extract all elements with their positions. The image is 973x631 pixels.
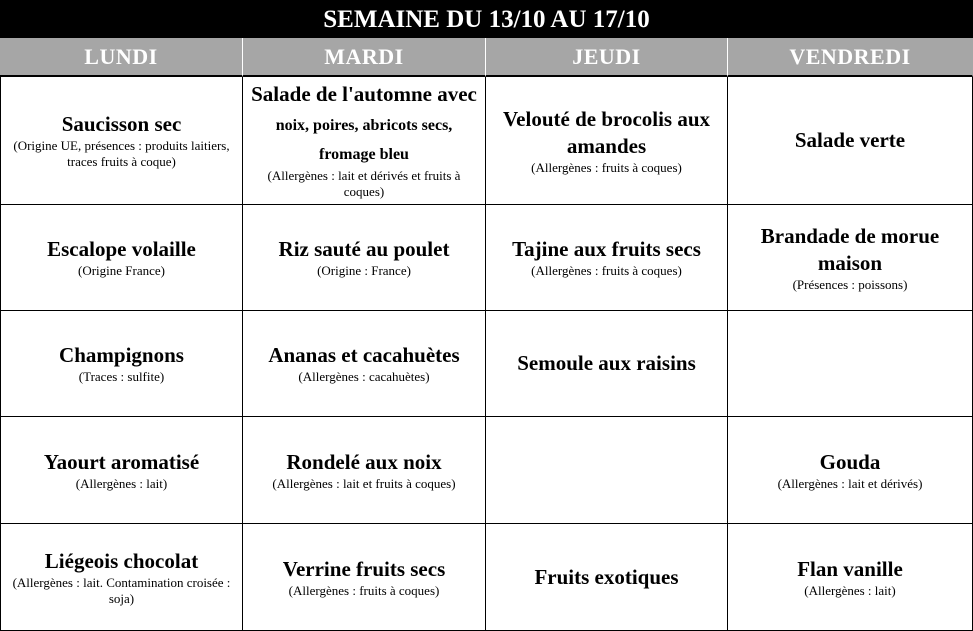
menu-title: SEMAINE DU 13/10 AU 17/10 — [0, 0, 973, 38]
menu-cell — [0, 205, 243, 311]
menu-cell — [728, 205, 973, 311]
dish-name: Rondelé aux noix — [286, 449, 442, 474]
dish-name: Velouté de brocolis aux amandes — [502, 106, 711, 158]
menu-cell-empty — [486, 417, 728, 524]
dish-note: (Allergènes : lait et dérivés et fruits à coques) — [267, 168, 461, 199]
menu-cell — [0, 524, 243, 631]
dish-note: (Traces : sulfite) — [78, 369, 165, 384]
menu-cell — [0, 311, 243, 417]
menu-cell — [728, 524, 973, 631]
dish-name: Gouda — [819, 449, 881, 474]
dish-name: Saucisson sec — [61, 112, 182, 136]
menu-cell — [243, 417, 486, 524]
menu-cell — [728, 417, 973, 524]
dish-name — [251, 81, 477, 168]
menu-cell — [243, 77, 486, 205]
dish-name: Fruits exotiques — [534, 564, 679, 589]
dish-note: (Allergènes : lait et dérivés) — [777, 475, 923, 491]
dish-name: Riz sauté au poulet — [278, 237, 450, 261]
menu-cell — [486, 524, 728, 631]
dish-note: (Allergènes : fruits à coques) — [288, 582, 440, 598]
dish-name: Escalope volaille — [47, 237, 196, 261]
dish-name: Flan vanille — [797, 556, 903, 581]
dish-name: Brandade de morue maison — [760, 223, 940, 275]
dish-note: (Allergènes : lait. Contamination croisée : soja) — [12, 574, 231, 606]
dish-note: (Allergènes : lait) — [75, 475, 168, 491]
day-header-vendredi: VENDREDI — [728, 38, 973, 77]
dish-note: (Allergènes : fruits à coques) — [531, 159, 682, 175]
dish-note: (Allergènes : lait) — [804, 582, 896, 598]
menu-cell — [243, 205, 486, 311]
dish-note: (Allergènes : cacahuètes) — [298, 369, 430, 384]
menu-cell — [243, 524, 486, 631]
day-header-jeudi: JEUDI — [486, 38, 728, 77]
dish-note: (Présences : poissons) — [792, 276, 908, 292]
dish-name: Verrine fruits secs — [282, 556, 446, 581]
dish-name: Tajine aux fruits secs — [512, 237, 701, 261]
menu-cell — [728, 77, 973, 205]
dish-note: (Origine UE, présences : produits laitiers, traces fruits à coque) — [13, 138, 230, 169]
day-header-mardi: MARDI — [243, 38, 486, 77]
menu-cell — [0, 417, 243, 524]
dish-name: Yaourt aromatisé — [43, 449, 200, 474]
dish-note: (Origine : France) — [317, 263, 411, 278]
dish-name: Liégeois chocolat — [44, 548, 199, 573]
dish-note: (Origine France) — [78, 263, 165, 278]
dish-description: noix, poires, abricots secs, fromage bleu — [275, 117, 453, 163]
menu-cell — [0, 77, 243, 205]
dish-name: Salade verte — [794, 128, 906, 152]
dish-note: (Allergènes : lait et fruits à coques) — [272, 475, 456, 491]
menu-cell — [486, 205, 728, 311]
menu-cell — [243, 311, 486, 417]
menu-cell — [486, 311, 728, 417]
dish-name: Semoule aux raisins — [517, 351, 696, 375]
dish-name-main: Salade de l'automne avec — [251, 82, 477, 106]
dish-name: Champignons — [59, 343, 184, 367]
menu-cell-empty — [728, 311, 973, 417]
menu-grid — [0, 38, 973, 631]
menu-cell — [486, 77, 728, 205]
dish-name: Ananas et cacahuètes — [268, 343, 460, 367]
dish-note: (Allergènes : fruits à coques) — [531, 263, 682, 278]
day-header-lundi: LUNDI — [0, 38, 243, 77]
